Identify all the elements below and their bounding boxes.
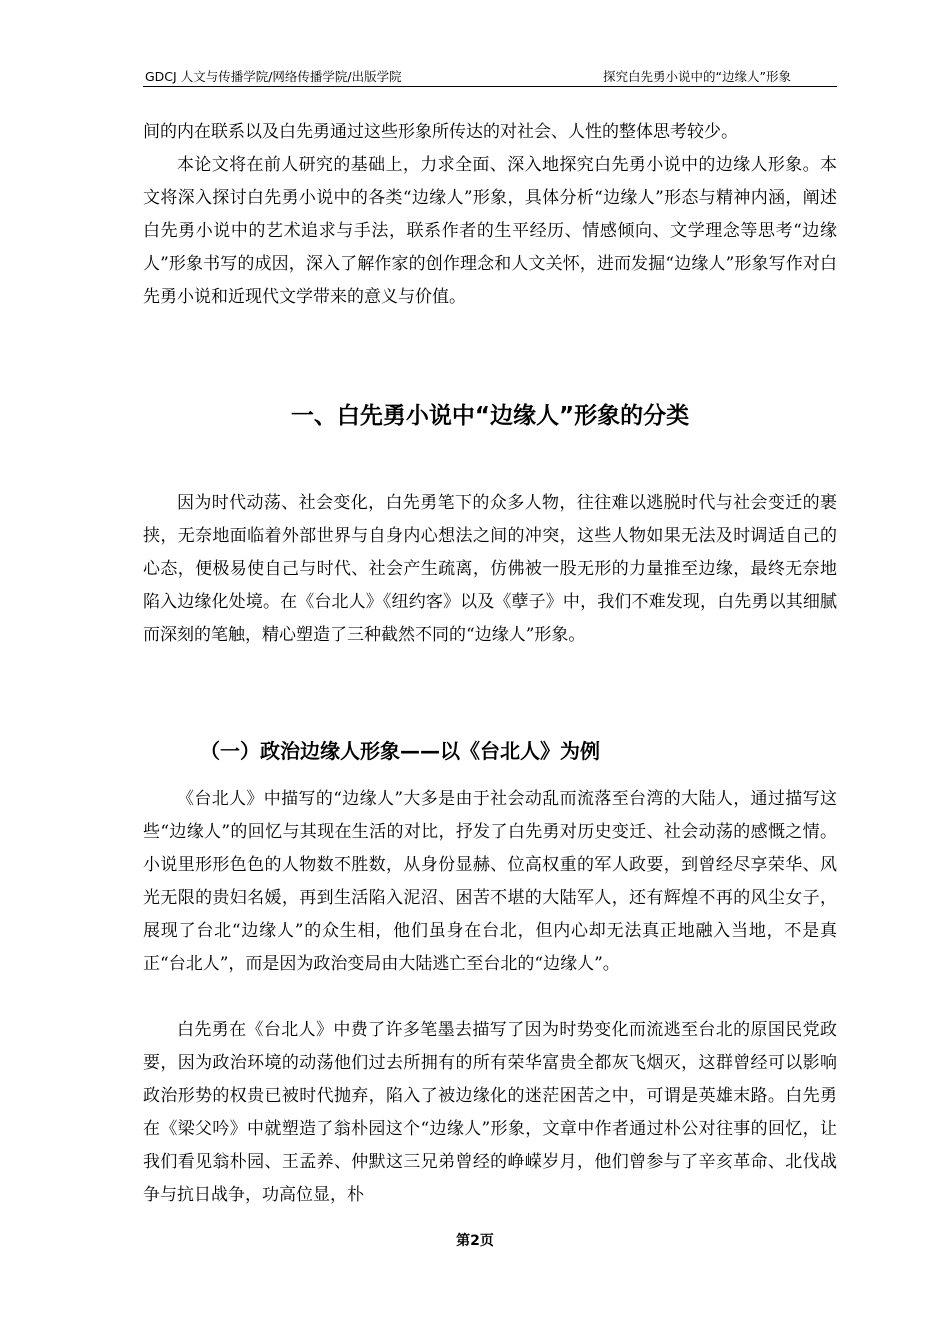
- paragraph-taipei-people: 《台北人》中描写的“边缘人”大多是由于社会动乱而流落至台湾的大陆人，通过描写这些“边缘人”的回忆与其现在生活的对比，抒发了白先勇对历史变迁、社会动荡的感慨之情。小说里形形色色的人物数不胜数，从身份显赫、位高权重的军人政要，到曾经尽享荣华、风光无限的贵妇名媛，再到生活陷入泥沼、困苦不堪的大陆军人，还有辉煌不再的风尘女子，展现了台北“边缘人”的众生相，他们虽身在台北，但内心却无法真正地融入当地，不是真正“台北人”，而是因为政治变局由大陆逃亡至台北的“边缘人”。: [143, 789, 837, 974]
- paragraph-intro-continued: 间的内在联系以及白先勇通过这些形象所传达的对社会、人性的整体思考较少。: [143, 122, 738, 142]
- section-heading: （一）政治边缘人形象——以《台北人》为例: [200, 739, 600, 763]
- chapter-heading: 一、白先勇小说中“边缘人”形象的分类: [290, 403, 690, 429]
- page-number: 第2页: [456, 1233, 494, 1249]
- paragraph-thesis-aim: 本论文将在前人研究的基础上，力求全面、深入地探究白先勇小说中的边缘人形象。本文将深入探讨白先勇小说中的各类“边缘人”形象，具体分析“边缘人”形态与精神内涵，阐述白先勇小说中的艺术追求与手法，联系作者的生平经历、情感倾向、文学理念等思考“边缘人”形象书写的成因，深入了解作家的创作理念和人文关怀，进而发掘“边缘人”形象写作对白先勇小说和近现代文学带来的意义与价值。: [143, 155, 837, 307]
- page-header: [143, 68, 837, 87]
- paragraph-political-figures: 白先勇在《台北人》中费了许多笔墨去描写了因为时势变化而流逃至台北的原国民党政要，因为政治环境的动荡他们过去所拥有的所有荣华富贵全都灰飞烟灭，这群曾经可以影响政治形势的权贵已被时代抛弃，陷入了被边缘化的迷茫困苦之中，可谓是英雄末路。白先勇在《梁父吟》中就塑造了翁朴园这个“边缘人”形象，文章中作者通过朴公对往事的回忆，让我们看见翁朴园、王孟养、仲默这三兄弟曾经的峥嵘岁月，他们曾参与了辛亥革命、北伐战争与抗日战争，功高位显，朴: [143, 1020, 837, 1205]
- header-thesis-title: 探究白先勇小说中的“边缘人”形象: [603, 69, 791, 84]
- paragraph-chapter-intro: 因为时代动荡、社会变化，白先勇笔下的众多人物，往往难以逃脱时代与社会变迁的裹挟，无奈地面临着外部世界与自身内心想法之间的冲突，这些人物如果无法及时调适自己的心态，便极易使自己与时代、社会产生疏离，仿佛被一股无形的力量推至边缘，最终无奈地陷入边缘化处境。在《台北人》《纽约客》以及《孽子》中，我们不难发现，白先勇以其细腻而深刻的笔触，精心塑造了三种截然不同的“边缘人”形象。: [143, 493, 837, 645]
- header-institution: GDCJ 人文与传播学院/网络传播学院/出版学院: [145, 69, 402, 84]
